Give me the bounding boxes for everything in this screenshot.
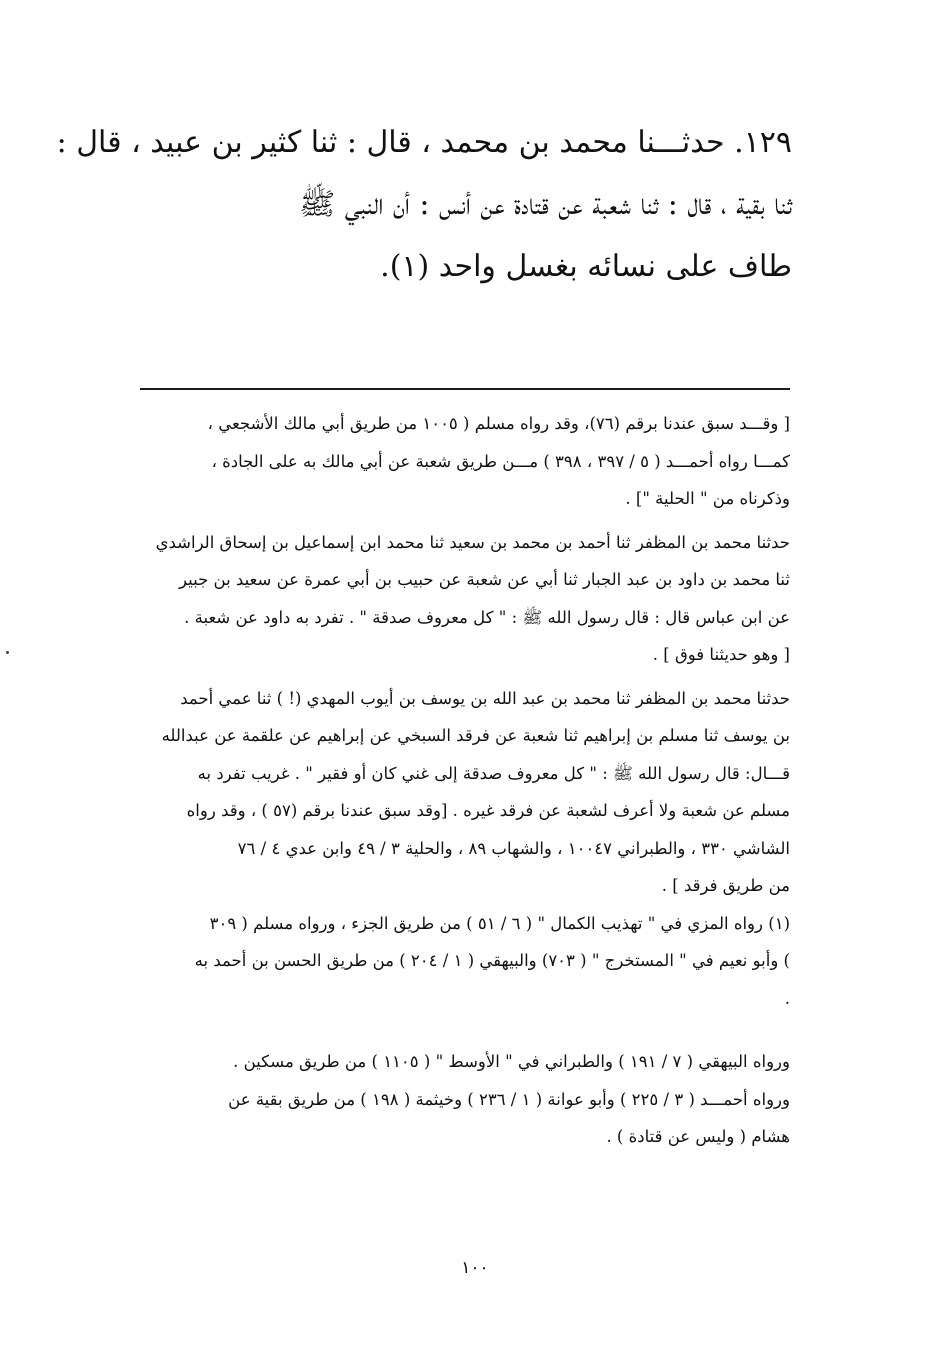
footnote-line: كمـــا رواه أحمـــد ( ٥ / ٣٩٧ ، ٣٩٨ ) مـــن طريق شعبة عن أبي مالك به على الجادة ،	[211, 451, 790, 471]
footnote-line: [ وهو حديثنا فوق ] .	[652, 645, 790, 664]
footnote-line: ورواه البيهقي ( ٧ / ١٩١ ) والطبراني في " الأوسط " ( ١١٠٥ ) من طريق مسكين .	[233, 1052, 790, 1071]
footnote-line: ورواه أحمـــد ( ٣ / ٢٢٥ ) وأبو عوانة ( ١ / ٢٣٦ ) وخيثمة ( ١٩٨ ) من طريق بقية عن	[228, 1089, 790, 1109]
footnote-line: بن يوسف ثنا مسلم بن إبراهيم ثنا شعبة عن فرقد السبخي عن إبراهيم عن علقمة عن عبدالله	[161, 726, 790, 745]
main-text-line: ١٢٩. حدثـــنا محمد بن محمد ، قال : ثنا كثير بن عبيد ، قال :	[56, 125, 792, 160]
margin-mark	[6, 651, 9, 654]
footnote-line: وذكرناه من " الحلية "] .	[625, 489, 790, 508]
footnote-line: من طريق فرقد ] .	[661, 876, 790, 895]
hadith-main-text	[56, 112, 792, 298]
footnote-line: مسلم عن شعبة ولا أعرف لشعبة عن فرقد غيره . [وقد سبق عندنا برقم (٥٧ ) ، وقد رواه	[186, 801, 790, 820]
footnote-line: الشاشي ٣٣٠ ، والطبراني ١٠٠٤٧ ، والشهاب ٨٩ ، والحلية ٣ / ٤٩ وابن عدي ٤ / ٧٦	[237, 838, 790, 858]
footnote-line: حدثنا محمد بن المظفر ثنا محمد بن عبد الله بن يوسف بن أيوب المهدي (! ) ثنا عمي أحمد	[180, 688, 790, 708]
page-number: ١٠٠	[461, 1258, 489, 1278]
footnotes-section	[140, 405, 790, 1156]
footnote-divider	[140, 388, 790, 390]
footnote-line: قـــال: قال رسول الله ﷺ : " كل معروف صدقة إلى غني كان أو فقير " . غريب تفرد به	[197, 763, 790, 783]
footnote-line: ثنا محمد بن داود بن عبد الجبار ثنا أبي عن شعبة عن حبيب بن أبي عمرة عن سعيد بن جبير	[179, 570, 790, 589]
footnote-line: عن ابن عباس قال : قال رسول الله ﷺ : " كل معروف صدقة " . تفرد به داود عن شعبة .	[184, 607, 790, 627]
footnote-line: .	[784, 988, 790, 1008]
footnote-line: ) وأبو نعيم في " المستخرج " ( ٧٠٣) والبيهقي ( ١ / ٢٠٤ ) من طريق الحسن بن أحمد به	[194, 951, 790, 970]
main-text-line: طاف على نسائه بغسل واحد (١).	[380, 249, 792, 284]
footnote-line: [ وقـــد سبق عندنا برقم (٧٦)، وقد رواه مسلم ( ١٠٠٥ من طريق أبي مالك الأشجعي ،	[207, 414, 790, 433]
footnote-line: حدثنا محمد بن المظفر ثنا أحمد بن محمد بن سعيد ثنا محمد ابن إسماعيل بن إسحاق الراشدي	[155, 532, 790, 552]
main-text-line: ثنا بقية ، قال : ثنا شعبة عن قتادة عن أنس : أن النبي ﷺ	[298, 187, 792, 222]
footnote-line: هشام ( وليس عن قتادة ) .	[606, 1127, 790, 1146]
footnote-line: (١) رواه المزي في " تهذيب الكمال " ( ٦ / ٥١ ) من طريق الجزء ، ورواه مسلم ( ٣٠٩	[209, 913, 790, 933]
